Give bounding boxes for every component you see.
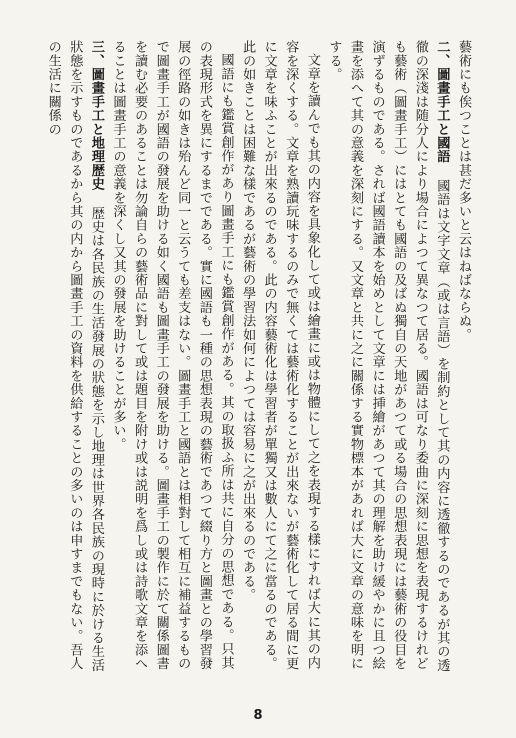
paragraph [107,40,237,680]
section-heading-art-and-language: 二、圖畫手工と國語 [434,40,450,164]
paragraph-continued [452,40,474,680]
paragraph-text: 國語は文字文章（或は言語）を制約として其の内容に透徹するのであるが其の透徹の深淺は随分人により場合によつて異なつて居る。國語は可なり委曲に深刻に思想を表現するけれども藝術（圖畫手工）にはとても國語の及ばぬ獨自の天地があつて或る場合の思想表現には藝術の役目を演ずるものである。されば國語讀本を始めとして文章には挿繪があつて其の理解を助け緩やかに且つ絵畫を添へて其の意義を深刻にする。又文章と共に之に關係する實物標本があれば大に文章の意味を明にする。 [326,40,450,673]
paragraph [236,40,322,680]
body-text [42,40,474,680]
paragraph-text: 藝術にも俟つことは甚だ多いと云はねばならぬ。 [456,40,471,342]
paragraph-text: 國語にも鑑賞創作があり圖畫手工にも鑑賞創作がある。其の取扱ふ所は共に自分の思想である。只其の表現形式を異にするまでである。實に國語も一種の思想表現の藝術であつて綴り方と圖畫との學習發展の徑路の如きは殆んど同一と云うても差支はない。圖畫手工と國語とは相對して相互に補益するもので圖畫手工が國語の發展を助ける如く國語も圖畫手工の發展を助ける。圖畫手工の製作に於て關係圖書を讀む必要のあることは勿論自らの藝術品に對して或は題目を附け或は説明を爲し或は詩歌文章を添へることは圖畫手工の意義を深くし又其の發展を助けることが多い。 [110,40,234,671]
paragraph-text: 歴史は各民族の生活發展の狀態を示し地理は世界各民族の現時に於ける生活狀態を示すものであるから其の内から圖畫手工の資料を供給することの多いのは申すまでもない。吾人の生活に關係の [45,40,104,673]
paragraph-text: 文章を讀んでも其の内容を具象化して或は繪畫に或は物體にして之を表現する樣にすれば大に其の内容を深くする。文章を熟讀玩味するのみで無くては藝術化することが出來ないが藝術化して居る間に更に文章を味ふことが出來るのである。此の内容藝術化は學習者が單獨又は數人にて之に當るのである。此の如きことは困難な樣であるが藝術の學習法如何によつては容易に之が出來るのである。 [240,40,320,671]
section-three-paragraph [42,40,107,680]
page-number: 8 [253,708,263,723]
section-two-paragraph [323,40,453,680]
section-heading-art-and-geography-history: 三、圖畫手工と地理歴史 [88,40,104,191]
